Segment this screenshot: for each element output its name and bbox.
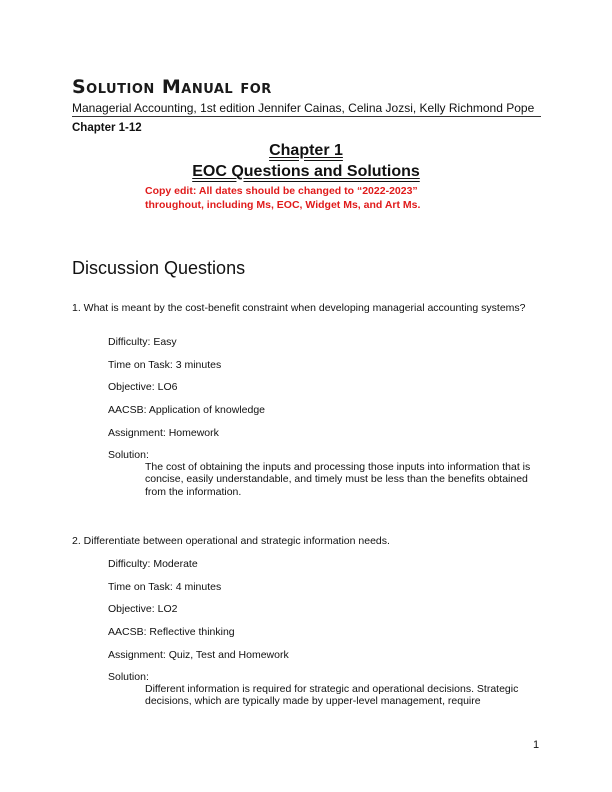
copy-edit-note-line-1: Copy edit: All dates should be changed to “2022-2023” — [145, 185, 418, 197]
header-divider — [72, 116, 541, 117]
question-2-solution-text: Different information is required for strategic and operational decisions. Strategic decisions, which are typically made by upper-level management, require — [145, 683, 519, 708]
question-2-objective: Objective: LO2 — [108, 603, 178, 615]
question-2-difficulty: Difficulty: Moderate — [108, 558, 198, 570]
question-2-time: Time on Task: 4 minutes — [108, 581, 222, 593]
question-1-aacsb: AACSB: Application of knowledge — [108, 404, 266, 416]
question-1-assignment: Assignment: Homework — [108, 427, 219, 439]
book-citation: Managerial Accounting, 1st edition Jennifer Cainas, Celina Jozsi, Kelly Richmond Pope — [72, 101, 535, 115]
chapter-range: Chapter 1-12 — [72, 122, 142, 134]
question-1-difficulty: Difficulty: Easy — [108, 336, 177, 348]
question-1-solution-label: Solution: — [108, 449, 149, 461]
eoc-subtitle — [0, 163, 612, 181]
copy-edit-note-line-2: throughout, including Ms, EOC, Widget Ms, and Art Ms. — [145, 199, 421, 211]
question-1-text: 1. What is meant by the cost-benefit constraint when developing managerial accounting systems? — [72, 302, 526, 314]
eoc-subtitle-text: EOC Questions and Solutions — [192, 163, 420, 180]
section-heading: Discussion Questions — [72, 258, 246, 278]
question-2-assignment: Assignment: Quiz, Test and Homework — [108, 649, 289, 661]
page-number: 1 — [533, 739, 540, 751]
question-1-objective: Objective: LO6 — [108, 381, 178, 393]
chapter-title — [0, 142, 612, 160]
question-2-text: 2. Differentiate between operational and strategic information needs. — [72, 535, 390, 547]
question-1-time: Time on Task: 3 minutes — [108, 359, 222, 371]
chapter-title-text: Chapter 1 — [269, 142, 343, 159]
question-1-solution-text: The cost of obtaining the inputs and processing those inputs into information that is concise, easily understandable, and timely must be less than the benefits obtained from the information. — [145, 461, 531, 498]
document-title: Solution Manual for — [72, 76, 272, 98]
question-2-aacsb: AACSB: Reflective thinking — [108, 626, 235, 638]
question-2-solution-label: Solution: — [108, 671, 149, 683]
